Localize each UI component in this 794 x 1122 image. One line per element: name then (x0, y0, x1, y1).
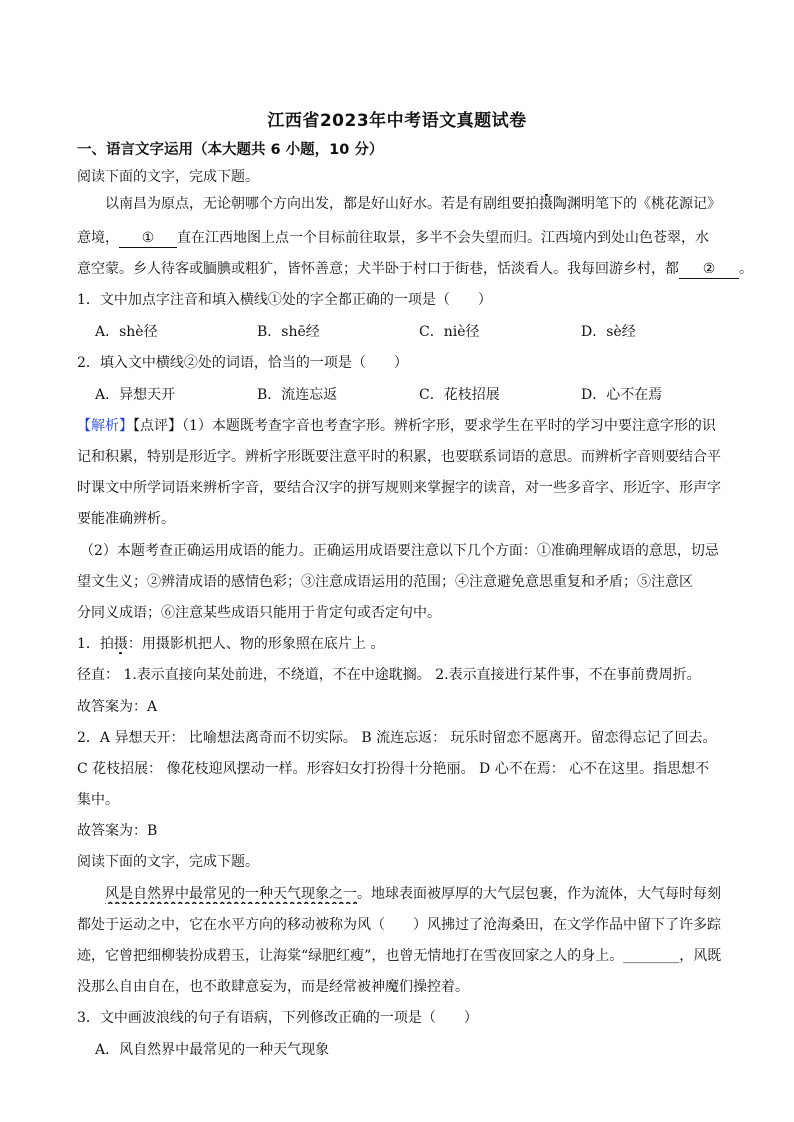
analysis-line: 望文生义；②辨清成语的感情色彩；③注意成语运用的范围；④注意避免意思重复和矛盾；⑤注意区 (77, 574, 693, 590)
option-a: A．异想天开 (95, 387, 176, 403)
option-c: C．花枝招展 (419, 387, 500, 403)
passage-text: 以南昌为原点，无论朝哪个方向出发，都是好山好水。若是有剧组要拍 (105, 196, 539, 212)
passage-text: 意空蒙。乡人待客或腼腆或粗犷，皆怀善意；犬半卧于村口于街巷，恬淡看人。我每回游乡村，都 (77, 261, 679, 277)
analysis-line: 分同义成语；⑥注意某些成语只能用于肯定句或否定句中。 (77, 605, 441, 621)
analysis-line: 径直： 1.表示直接向某处前进，不绕道，不在中途耽搁。 2.表示直接进行某件事，不在事前费周折。 (77, 667, 701, 683)
passage-line: 都处于运动之中，它在水平方向的移动被称为风（ ）风拂过了沧海桑田，在文学作品中留下了许多踪 (77, 917, 721, 933)
analysis-line: 要能准确辨析。 (77, 511, 175, 527)
option-b: B．流连忘返 (257, 387, 338, 403)
passage-text: 陶渊明笔下的《桃花源记》 (553, 196, 721, 212)
section-heading: 一、语言文字运用（本大题共 6 小题，10 分） (77, 142, 384, 158)
analysis-text: ：用摄影机把人、物的形象照在底片上 。 (127, 636, 385, 652)
analysis-text: 【点评】（1）本题既考查字音也考查字形。辨析字形，要求学生在平时的学习中要注意字形的识 (133, 418, 716, 434)
question-3-stem: 3．文中画波浪线的句子有语病，下列修改正确的一项是（ ） (77, 1010, 478, 1026)
analysis-text: 1．拍 (77, 636, 114, 652)
answer-line: 故答案为：A (77, 699, 158, 715)
option-a: A．风自然界中最常见的一种天气现象 (95, 1042, 330, 1058)
page-title: 江西省2023年中考语文真题试卷 (267, 111, 527, 131)
passage-line (77, 884, 785, 904)
passage-line: 迹，它曾把细柳装扮成碧玉，让海棠“绿肥红瘦”，也曾无情地打在雪夜回家之人的身上。________，风既 (77, 948, 722, 964)
dotted-character: 摄 (113, 636, 128, 652)
analysis-line: C 花枝招展： 像花枝迎风摆动一样。形容妇女打扮得十分艳丽。 D 心不在焉： 心不在这里。指思想不 (77, 761, 710, 777)
passage-text: 直在江西地图上点一个目标前往取景，多半不会失望而归。江西境内到处山色苍翠，水 (177, 230, 709, 246)
blank-2: ② (679, 260, 739, 279)
analysis-tag: 【解析】 (77, 418, 133, 434)
option-d: D．sè经 (581, 324, 636, 340)
passage-line (77, 194, 785, 214)
analysis-line (77, 634, 757, 654)
blank-1: ① (119, 229, 177, 248)
answer-line: 故答案为：B (77, 823, 158, 839)
wavy-underlined-sentence: 风是自然界中最常见的一种天气现象之一 (105, 886, 357, 902)
passage-line: 没那么自由自在，也不敢肆意妄为，而是经常被神魔们操控着。 (77, 979, 469, 995)
passage-text: 意境， (77, 230, 119, 246)
analysis-line: （2）本题考查正确运用成语的能力。正确运用成语要注意以下几个方面：①准确理解成语的意思，切忌 (80, 543, 719, 559)
option-a: A．shè径 (95, 324, 158, 340)
option-d: D．心不在焉 (581, 387, 663, 403)
analysis-line: 时课文中所学词语来辨析字音，要结合汉字的拼写规则来掌握字的读音，对一些多音字、形近字、形声字 (77, 480, 721, 496)
dotted-character: 摄 (539, 196, 553, 212)
analysis-line (77, 416, 757, 436)
option-b: B．shē经 (257, 324, 320, 340)
reading-intro: 阅读下面的文字，完成下题。 (77, 169, 259, 185)
passage-text: 。地球表面被厚厚的大气层包裹，作为流体，大气每时每刻 (357, 886, 721, 902)
question-2-stem: 2．填入文中横线②处的词语，恰当的一项是（ ） (77, 355, 408, 371)
reading-intro: 阅读下面的文字，完成下题。 (77, 854, 259, 870)
analysis-line: 集中。 (77, 792, 119, 808)
passage-line (77, 259, 757, 279)
passage-text: 。 (739, 261, 753, 277)
passage-line (77, 228, 757, 248)
question-1-stem: 1．文中加点字注音和填入横线①处的字全都正确的一项是（ ） (77, 292, 492, 308)
analysis-line: 2．A 异想天开： 比喻想法离奇而不切实际。 B 流连忘返： 玩乐时留恋不愿离开。留恋得忘记了回去。 (77, 730, 717, 746)
question-2-options (95, 385, 775, 405)
analysis-line: 记和积累，特别是形近字。辨析字形既要注意平时的积累，也要联系词语的意思。而辨析字音则要结合平 (77, 449, 721, 465)
option-c: C．niè径 (419, 324, 480, 340)
question-1-options (95, 322, 775, 342)
